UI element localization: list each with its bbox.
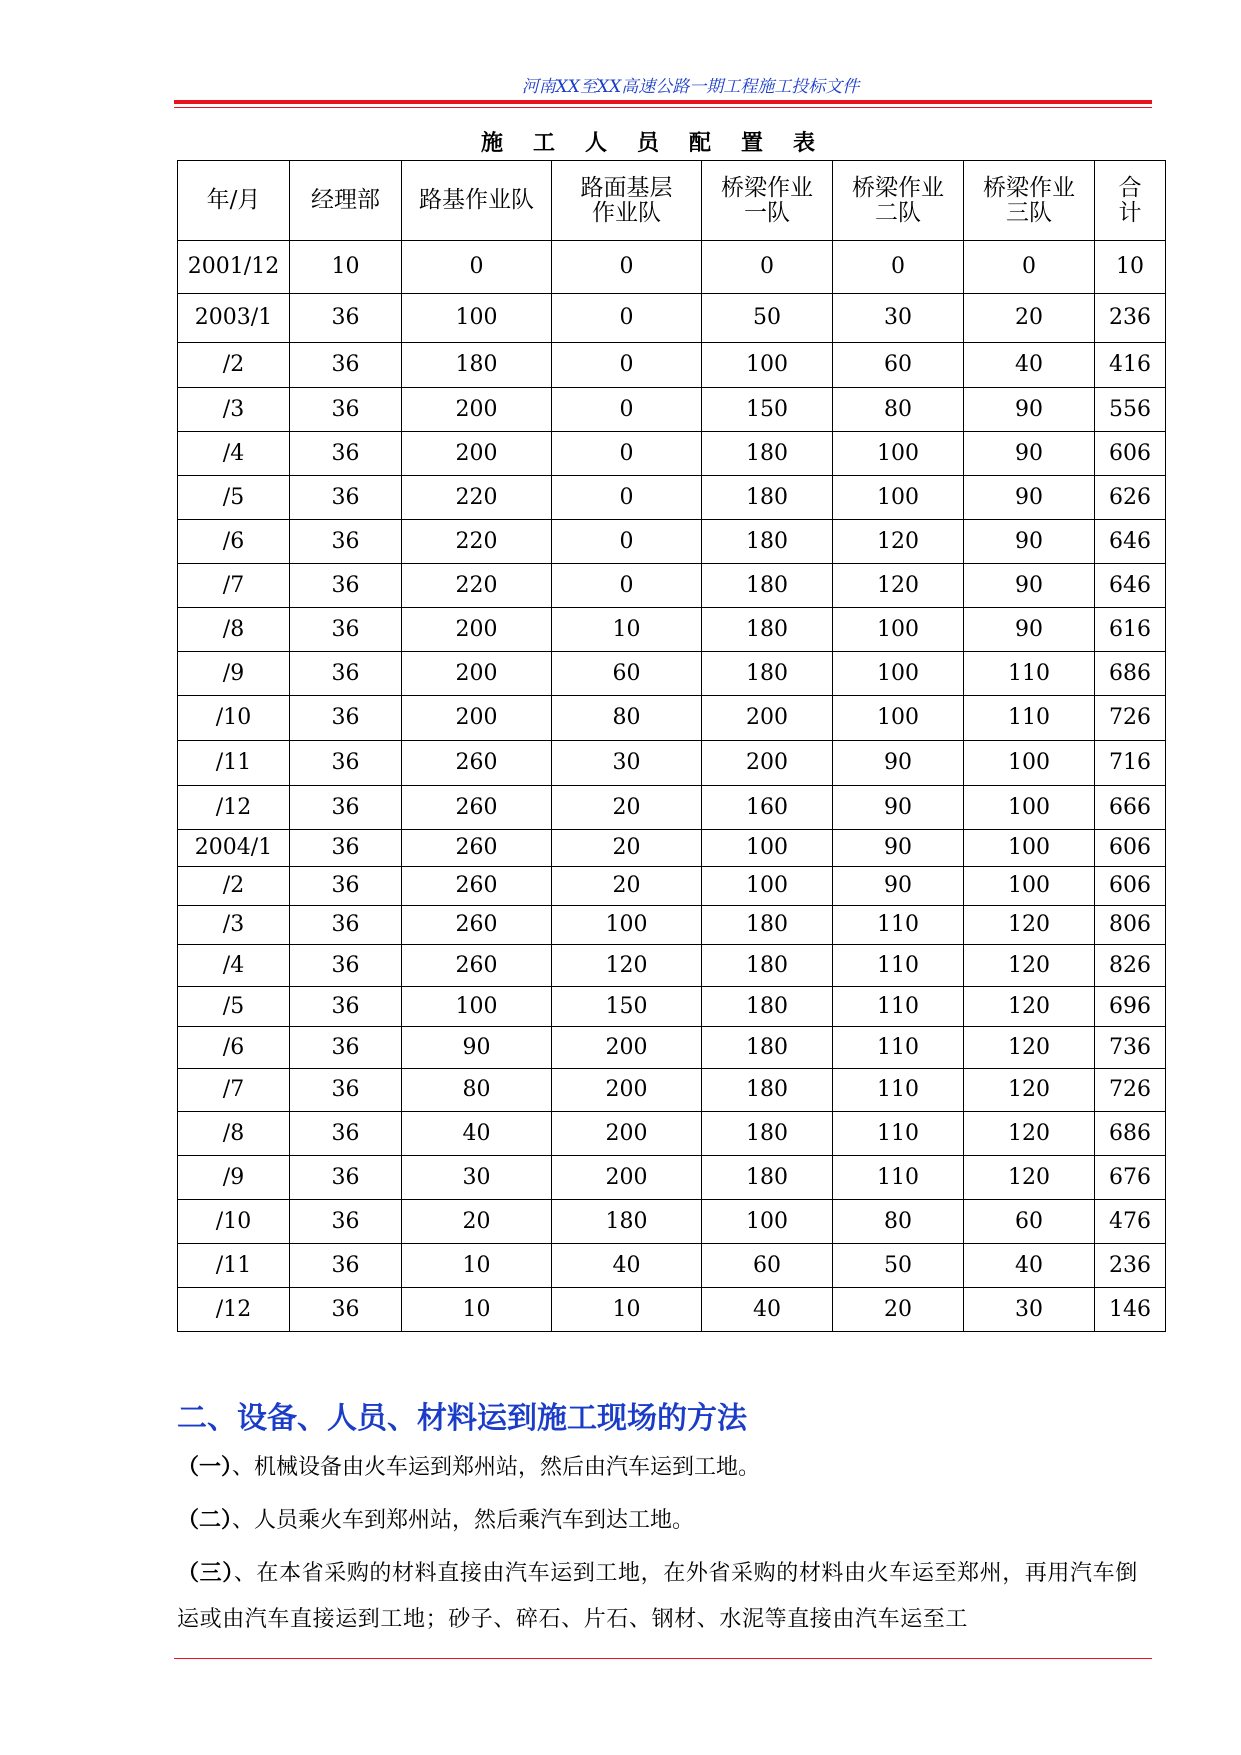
table-cell: /9 xyxy=(178,1156,290,1200)
table-cell: 60 xyxy=(702,1244,833,1288)
table-cell: 20 xyxy=(552,786,702,830)
table-cell: 40 xyxy=(402,1112,552,1156)
table-header-row xyxy=(178,161,1166,241)
table-cell: 100 xyxy=(702,343,833,388)
table-cell: 686 xyxy=(1095,652,1166,696)
table-cell: 120 xyxy=(833,520,964,564)
table-cell: 200 xyxy=(402,696,552,741)
table-cell: 626 xyxy=(1095,476,1166,520)
table-cell: 36 xyxy=(290,294,402,343)
table-cell: 36 xyxy=(290,388,402,432)
table-cell: 36 xyxy=(290,520,402,564)
table-cell: 180 xyxy=(552,1200,702,1244)
table-cell: 36 xyxy=(290,1244,402,1288)
table-cell: 36 xyxy=(290,652,402,696)
table-cell: 180 xyxy=(702,1027,833,1069)
table-cell: 20 xyxy=(833,1288,964,1332)
table-cell: 40 xyxy=(964,1244,1095,1288)
table-cell: /8 xyxy=(178,1112,290,1156)
table-cell: 2001/12 xyxy=(178,241,290,294)
table-cell: 90 xyxy=(964,388,1095,432)
footer-rule xyxy=(174,1658,1152,1659)
table-cell: 200 xyxy=(402,608,552,652)
table-cell: 260 xyxy=(402,906,552,945)
table-cell: 666 xyxy=(1095,786,1166,830)
table-cell: 110 xyxy=(833,1156,964,1200)
table-row xyxy=(178,520,1166,564)
table-cell: 100 xyxy=(552,906,702,945)
table-row xyxy=(178,906,1166,945)
table-cell: /3 xyxy=(178,906,290,945)
table-cell: 36 xyxy=(290,608,402,652)
paragraph: （三）、在本省采购的材料直接由汽车运到工地，在外省采购的材料由火车运至郑州，再用汽车倒运或由汽车直接运到工地；砂子、碎石、片石、钢材、水泥等直接由汽车运至工 xyxy=(177,1560,1138,1632)
table-cell: 110 xyxy=(833,1027,964,1069)
table-cell: 36 xyxy=(290,830,402,867)
table-cell: 110 xyxy=(833,906,964,945)
paragraph: （一）、机械设备由火车运到郑州站，然后由汽车运到工地。 xyxy=(177,1454,761,1480)
table-cell: /3 xyxy=(178,388,290,432)
table-cell: 0 xyxy=(552,432,702,476)
table-cell: 200 xyxy=(552,1069,702,1112)
table-cell: 90 xyxy=(964,520,1095,564)
table-cell: 100 xyxy=(402,987,552,1027)
table-row xyxy=(178,830,1166,867)
table-row xyxy=(178,294,1166,343)
table-cell: 686 xyxy=(1095,1112,1166,1156)
table-cell: 120 xyxy=(833,564,964,608)
table-cell: 160 xyxy=(702,786,833,830)
table-cell: 100 xyxy=(833,432,964,476)
table-cell: 180 xyxy=(702,564,833,608)
table-cell: /12 xyxy=(178,1288,290,1332)
table-cell: 10 xyxy=(290,241,402,294)
table-cell: 100 xyxy=(402,294,552,343)
table-cell: 100 xyxy=(702,867,833,906)
table-row xyxy=(178,741,1166,786)
table-cell: 36 xyxy=(290,432,402,476)
table-cell: 36 xyxy=(290,1156,402,1200)
table-cell: 50 xyxy=(702,294,833,343)
table-cell: 60 xyxy=(552,652,702,696)
table-cell: 100 xyxy=(964,786,1095,830)
table-row xyxy=(178,388,1166,432)
table-cell: 200 xyxy=(702,696,833,741)
table-cell: 36 xyxy=(290,1027,402,1069)
table-cell: 200 xyxy=(702,741,833,786)
table-cell: 556 xyxy=(1095,388,1166,432)
table-cell: 236 xyxy=(1095,294,1166,343)
table-row xyxy=(178,867,1166,906)
table-cell: 0 xyxy=(552,476,702,520)
table-row xyxy=(178,696,1166,741)
table-cell: 606 xyxy=(1095,867,1166,906)
table-cell: 120 xyxy=(964,1156,1095,1200)
table-cell: 120 xyxy=(964,1069,1095,1112)
table-row xyxy=(178,1200,1166,1244)
table-cell: /8 xyxy=(178,608,290,652)
table-cell: 606 xyxy=(1095,432,1166,476)
table-cell: 2004/1 xyxy=(178,830,290,867)
table-cell: 616 xyxy=(1095,608,1166,652)
table-cell: 120 xyxy=(964,906,1095,945)
table-cell: 30 xyxy=(552,741,702,786)
table-cell: 180 xyxy=(702,520,833,564)
table-cell: 0 xyxy=(402,241,552,294)
paragraph: （二）、人员乘火车到郑州站，然后乘汽车到达工地。 xyxy=(177,1507,695,1533)
table-row xyxy=(178,432,1166,476)
table-cell: /5 xyxy=(178,476,290,520)
column-header: 桥梁作业 二队 xyxy=(833,161,964,241)
table-row xyxy=(178,1288,1166,1332)
table-cell: 20 xyxy=(552,830,702,867)
section-heading: 二、设备、人员、材料运到施工现场的方法 xyxy=(177,1401,747,1436)
table-cell: 36 xyxy=(290,696,402,741)
table-cell: 100 xyxy=(833,608,964,652)
table-cell: 110 xyxy=(833,1112,964,1156)
table-cell: 0 xyxy=(833,241,964,294)
table-row xyxy=(178,564,1166,608)
table-cell: 90 xyxy=(964,608,1095,652)
table-row xyxy=(178,786,1166,830)
table-row xyxy=(178,945,1166,987)
table-cell: 180 xyxy=(702,476,833,520)
table-row xyxy=(178,241,1166,294)
document-header-title: 河南XX至XX高速公路一期工程施工投标文件 xyxy=(521,77,860,97)
table-cell: 180 xyxy=(702,608,833,652)
table-cell: 90 xyxy=(964,564,1095,608)
table-cell: 260 xyxy=(402,830,552,867)
column-header: 路面基层 作业队 xyxy=(552,161,702,241)
table-cell: 200 xyxy=(402,432,552,476)
table-cell: 90 xyxy=(833,786,964,830)
table-cell: 0 xyxy=(552,520,702,564)
table-cell: 90 xyxy=(964,476,1095,520)
table-cell: 236 xyxy=(1095,1244,1166,1288)
column-header: 路基作业队 xyxy=(402,161,552,241)
table-cell: 260 xyxy=(402,867,552,906)
table-cell: 20 xyxy=(552,867,702,906)
column-header: 年/月 xyxy=(178,161,290,241)
table-cell: 200 xyxy=(402,652,552,696)
table-cell: 10 xyxy=(402,1244,552,1288)
table-cell: /4 xyxy=(178,945,290,987)
table-cell: 180 xyxy=(702,1069,833,1112)
table-cell: 30 xyxy=(833,294,964,343)
table-cell: 90 xyxy=(833,830,964,867)
table-cell: 100 xyxy=(964,867,1095,906)
table-cell: 110 xyxy=(964,696,1095,741)
table-cell: 60 xyxy=(964,1200,1095,1244)
table-cell: 90 xyxy=(833,867,964,906)
table-cell: 110 xyxy=(833,1069,964,1112)
table-cell: 696 xyxy=(1095,987,1166,1027)
table-cell: 100 xyxy=(702,1200,833,1244)
table-cell: 36 xyxy=(290,867,402,906)
table-row xyxy=(178,608,1166,652)
table-cell: 0 xyxy=(702,241,833,294)
table-cell: 50 xyxy=(833,1244,964,1288)
table-cell: 36 xyxy=(290,906,402,945)
column-header: 桥梁作业 一队 xyxy=(702,161,833,241)
table-cell: 30 xyxy=(964,1288,1095,1332)
table-cell: 180 xyxy=(702,652,833,696)
table-cell: 646 xyxy=(1095,564,1166,608)
table-cell: 180 xyxy=(702,1156,833,1200)
table-cell: 36 xyxy=(290,987,402,1027)
table-cell: 60 xyxy=(833,343,964,388)
table-cell: 100 xyxy=(833,696,964,741)
table-cell: /4 xyxy=(178,432,290,476)
table-cell: 220 xyxy=(402,564,552,608)
table-cell: 120 xyxy=(964,945,1095,987)
table-cell: 30 xyxy=(402,1156,552,1200)
table-cell: 150 xyxy=(552,987,702,1027)
table-cell: 220 xyxy=(402,476,552,520)
table-cell: 200 xyxy=(552,1027,702,1069)
table-cell: 180 xyxy=(702,945,833,987)
table-cell: 10 xyxy=(1095,241,1166,294)
table-cell: 826 xyxy=(1095,945,1166,987)
table-row xyxy=(178,1069,1166,1112)
table-cell: 36 xyxy=(290,945,402,987)
table-cell: /9 xyxy=(178,652,290,696)
table-cell: 36 xyxy=(290,564,402,608)
table-cell: 416 xyxy=(1095,343,1166,388)
table-cell: 716 xyxy=(1095,741,1166,786)
table-cell: /11 xyxy=(178,741,290,786)
table-cell: 220 xyxy=(402,520,552,564)
table-cell: 20 xyxy=(402,1200,552,1244)
table-cell: /10 xyxy=(178,696,290,741)
table-cell: 36 xyxy=(290,786,402,830)
table-cell: 100 xyxy=(833,652,964,696)
table-cell: /6 xyxy=(178,1027,290,1069)
table-cell: 120 xyxy=(964,1112,1095,1156)
table-cell: 736 xyxy=(1095,1027,1166,1069)
staff-allocation-table xyxy=(177,160,1166,1332)
table-cell: 260 xyxy=(402,741,552,786)
table-cell: 80 xyxy=(552,696,702,741)
table-cell: 180 xyxy=(702,906,833,945)
table-cell: 36 xyxy=(290,1288,402,1332)
table-cell: 80 xyxy=(833,388,964,432)
table-cell: /12 xyxy=(178,786,290,830)
table-row xyxy=(178,476,1166,520)
table-row xyxy=(178,1244,1166,1288)
table-cell: 726 xyxy=(1095,696,1166,741)
table-cell: /2 xyxy=(178,867,290,906)
table-cell: 100 xyxy=(833,476,964,520)
table-cell: /7 xyxy=(178,564,290,608)
table-cell: 180 xyxy=(702,987,833,1027)
table-cell: 726 xyxy=(1095,1069,1166,1112)
table-row xyxy=(178,1112,1166,1156)
table-cell: 36 xyxy=(290,741,402,786)
table-cell: 260 xyxy=(402,786,552,830)
table-cell: 0 xyxy=(964,241,1095,294)
table-cell: 90 xyxy=(964,432,1095,476)
table-cell: 150 xyxy=(702,388,833,432)
table-cell: 0 xyxy=(552,343,702,388)
table-cell: /6 xyxy=(178,520,290,564)
table-cell: 90 xyxy=(402,1027,552,1069)
table-cell: 200 xyxy=(552,1156,702,1200)
table-cell: 10 xyxy=(552,1288,702,1332)
table-cell: 36 xyxy=(290,1112,402,1156)
table-cell: 20 xyxy=(964,294,1095,343)
table-cell: /10 xyxy=(178,1200,290,1244)
table-cell: 180 xyxy=(402,343,552,388)
table-row xyxy=(178,343,1166,388)
table-cell: 100 xyxy=(702,830,833,867)
table-cell: 180 xyxy=(702,1112,833,1156)
table-cell: 476 xyxy=(1095,1200,1166,1244)
table-title: 施工人员配置表 xyxy=(480,131,845,156)
table-cell: 806 xyxy=(1095,906,1166,945)
table-cell: /11 xyxy=(178,1244,290,1288)
table-cell: 180 xyxy=(702,432,833,476)
header-rule-thick xyxy=(174,100,1152,104)
table-cell: 40 xyxy=(964,343,1095,388)
table-row xyxy=(178,652,1166,696)
table-cell: 200 xyxy=(552,1112,702,1156)
table-cell: 110 xyxy=(964,652,1095,696)
column-header: 桥梁作业 三队 xyxy=(964,161,1095,241)
table-cell: 100 xyxy=(964,741,1095,786)
table-cell: 110 xyxy=(833,945,964,987)
table-cell: 0 xyxy=(552,241,702,294)
table-cell: 10 xyxy=(552,608,702,652)
table-cell: 0 xyxy=(552,564,702,608)
table-cell: 676 xyxy=(1095,1156,1166,1200)
table-cell: 646 xyxy=(1095,520,1166,564)
header-rule-thin xyxy=(174,107,1152,108)
table-cell: 40 xyxy=(702,1288,833,1332)
table-cell: 80 xyxy=(833,1200,964,1244)
table-row xyxy=(178,1027,1166,1069)
table-cell: 100 xyxy=(964,830,1095,867)
table-cell: 120 xyxy=(964,987,1095,1027)
table-cell: 200 xyxy=(402,388,552,432)
table-cell: 90 xyxy=(833,741,964,786)
table-cell: 606 xyxy=(1095,830,1166,867)
table-cell: 0 xyxy=(552,294,702,343)
table-cell: 260 xyxy=(402,945,552,987)
table-cell: /7 xyxy=(178,1069,290,1112)
table-cell: 40 xyxy=(552,1244,702,1288)
table-cell: 36 xyxy=(290,1200,402,1244)
table-cell: 0 xyxy=(552,388,702,432)
table-cell: 2003/1 xyxy=(178,294,290,343)
column-header: 经理部 xyxy=(290,161,402,241)
table-cell: /5 xyxy=(178,987,290,1027)
table-cell: 10 xyxy=(402,1288,552,1332)
table-cell: 36 xyxy=(290,343,402,388)
table-cell: /2 xyxy=(178,343,290,388)
table-cell: 80 xyxy=(402,1069,552,1112)
table-cell: 110 xyxy=(833,987,964,1027)
table-cell: 120 xyxy=(552,945,702,987)
table-cell: 36 xyxy=(290,476,402,520)
table-cell: 36 xyxy=(290,1069,402,1112)
table-row xyxy=(178,1156,1166,1200)
table-cell: 146 xyxy=(1095,1288,1166,1332)
table-row xyxy=(178,987,1166,1027)
table-cell: 120 xyxy=(964,1027,1095,1069)
column-header: 合 计 xyxy=(1095,161,1166,241)
